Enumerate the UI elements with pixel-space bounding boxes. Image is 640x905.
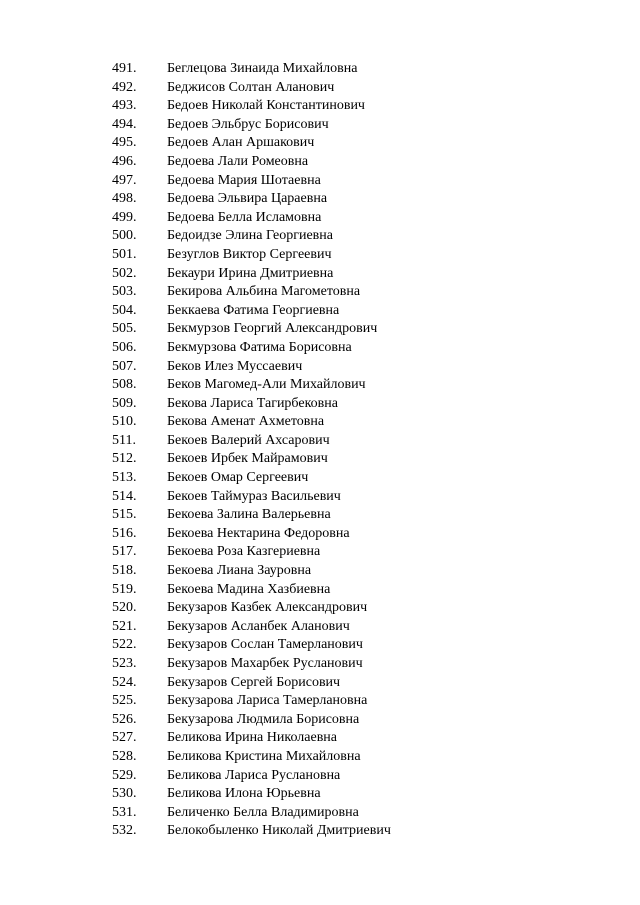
entry-number: 499. <box>112 209 137 225</box>
entry-full-name: Бекмурзова Фатима Борисовна <box>167 339 352 355</box>
list-item <box>0 469 640 488</box>
entry-number: 493. <box>112 98 137 114</box>
entry-full-name: Бекузарова Людмила Борисовна <box>167 711 360 727</box>
list-item <box>0 767 640 786</box>
list-item <box>0 525 640 544</box>
entry-full-name: Бекирова Альбина Магометовна <box>167 284 361 300</box>
entry-full-name: Бекузарова Лариса Тамерлановна <box>167 693 368 709</box>
list-item <box>0 134 640 153</box>
entry-number: 496. <box>112 153 137 169</box>
entry-full-name: Бекмурзов Георгий Александрович <box>167 321 378 337</box>
entry-full-name: Бекоева Роза Казгериевна <box>167 544 321 560</box>
list-item <box>0 209 640 228</box>
entry-full-name: Беличенко Белла Владимировна <box>167 804 359 820</box>
entry-number: 520. <box>112 600 137 616</box>
list-item <box>0 729 640 748</box>
entry-full-name: Бекова Лариса Тагирбековна <box>167 395 338 411</box>
entry-number: 516. <box>112 525 137 541</box>
entry-number: 522. <box>112 637 137 653</box>
entry-full-name: Беликова Ирина Николаевна <box>167 730 338 746</box>
entry-full-name: Беков Магомед-Али Михайлович <box>167 377 366 393</box>
entry-number: 510. <box>112 414 137 430</box>
name-list <box>0 60 640 841</box>
entry-number: 501. <box>112 246 137 262</box>
entry-number: 521. <box>112 618 137 634</box>
entry-full-name: Бекоева Нектарина Федоровна <box>167 525 350 541</box>
entry-full-name: Беккаева Фатима Георгиевна <box>167 302 340 318</box>
list-item <box>0 618 640 637</box>
entry-full-name: Безуглов Виктор Сергеевич <box>167 246 332 262</box>
entry-number: 531. <box>112 804 137 820</box>
entry-number: 517. <box>112 544 137 560</box>
entry-full-name: Беглецова Зинаида Михайловна <box>167 61 358 76</box>
entry-number: 505. <box>112 321 137 337</box>
entry-number: 500. <box>112 228 137 244</box>
list-item <box>0 711 640 730</box>
entry-number: 495. <box>112 135 137 151</box>
entry-full-name: Бекоев Таймураз Васильевич <box>167 488 341 504</box>
entry-full-name: Бекоев Ирбек Майрамович <box>167 451 328 467</box>
list-item <box>0 506 640 525</box>
entry-full-name: Бекаури Ирина Дмитриевна <box>167 265 334 281</box>
list-item <box>0 562 640 581</box>
entry-full-name: Бедоева Лали Ромеовна <box>167 153 309 169</box>
entry-full-name: Беликова Илона Юрьевна <box>167 786 321 802</box>
entry-number: 498. <box>112 191 137 207</box>
entry-number: 504. <box>112 302 137 318</box>
list-item <box>0 358 640 377</box>
list-item <box>0 543 640 562</box>
entry-full-name: Бедоева Белла Исламовна <box>167 209 322 225</box>
list-item <box>0 320 640 339</box>
list-item <box>0 97 640 116</box>
entry-full-name: Белокобыленко Николай Дмитриевич <box>167 823 391 839</box>
list-item <box>0 283 640 302</box>
entry-number: 508. <box>112 377 137 393</box>
entry-number: 527. <box>112 730 137 746</box>
entry-full-name: Бекоев Валерий Ахсарович <box>167 432 330 448</box>
entry-number: 530. <box>112 786 137 802</box>
entry-number: 523. <box>112 656 137 671</box>
list-item <box>0 376 640 395</box>
entry-full-name: Бекоева Мадина Хазбиевна <box>167 581 331 597</box>
entry-number: 518. <box>112 563 137 579</box>
entry-number: 503. <box>112 284 137 300</box>
list-item <box>0 432 640 451</box>
entry-full-name: Бедоидзе Элина Георгиевна <box>167 228 333 244</box>
entry-number: 526. <box>112 711 137 727</box>
entry-full-name: Бедоева Мария Шотаевна <box>167 172 321 188</box>
entry-number: 528. <box>112 748 137 764</box>
list-item <box>0 450 640 469</box>
entry-full-name: Бекузаров Казбек Александрович <box>167 600 368 616</box>
list-item <box>0 395 640 414</box>
entry-full-name: Беков Илез Муссаевич <box>167 358 303 374</box>
entry-number: 513. <box>112 470 137 486</box>
list-item <box>0 60 640 79</box>
entry-full-name: Бекузаров Сергей Борисович <box>167 674 341 690</box>
entry-full-name: Бекоева Залина Валерьевна <box>167 507 331 523</box>
entry-full-name: Беликова Кристина Михайловна <box>167 748 361 764</box>
entry-number: 492. <box>112 79 137 95</box>
list-item <box>0 413 640 432</box>
list-item <box>0 488 640 507</box>
entry-number: 497. <box>112 172 137 188</box>
entry-full-name: Бекузаров Асланбек Аланович <box>167 618 350 634</box>
list-item <box>0 748 640 767</box>
entry-number: 502. <box>112 265 137 281</box>
entry-number: 507. <box>112 358 137 374</box>
list-item <box>0 599 640 618</box>
entry-full-name: Бекова Аменат Ахметовна <box>167 414 325 430</box>
list-item <box>0 116 640 135</box>
list-item <box>0 302 640 321</box>
list-item <box>0 785 640 804</box>
list-item <box>0 804 640 823</box>
list-item <box>0 636 640 655</box>
entry-full-name: Бедоева Эльвира Цараевна <box>167 191 328 207</box>
entry-full-name: Бедоев Эльбрус Борисович <box>167 116 329 132</box>
list-item <box>0 265 640 284</box>
list-item <box>0 246 640 265</box>
list-item <box>0 339 640 358</box>
entry-number: 519. <box>112 581 137 597</box>
entry-full-name: Беджисов Солтан Аланович <box>167 79 335 95</box>
entry-full-name: Беликова Лариса Руслановна <box>167 767 341 783</box>
list-item <box>0 655 640 674</box>
entry-number: 525. <box>112 693 137 709</box>
list-item <box>0 674 640 693</box>
list-item <box>0 79 640 98</box>
entry-full-name: Бекузаров Махарбек Русланович <box>167 656 363 671</box>
entry-full-name: Бекоева Лиана Зауровна <box>167 563 312 579</box>
entry-number: 524. <box>112 674 137 690</box>
entry-number: 529. <box>112 767 137 783</box>
entry-number: 514. <box>112 488 137 504</box>
list-item <box>0 172 640 191</box>
entry-full-name: Бекоев Омар Сергеевич <box>167 470 309 486</box>
entry-full-name: Бедоев Николай Константинович <box>167 98 365 114</box>
entry-number: 515. <box>112 507 137 523</box>
entry-full-name: Бедоев Алан Аршакович <box>167 135 315 151</box>
list-item <box>0 190 640 209</box>
entry-full-name: Бекузаров Сослан Тамерланович <box>167 637 363 653</box>
entry-number: 509. <box>112 395 137 411</box>
entry-number: 494. <box>112 116 137 132</box>
entry-number: 511. <box>112 432 136 448</box>
list-item <box>0 581 640 600</box>
list-item <box>0 227 640 246</box>
entry-number: 506. <box>112 339 137 355</box>
entry-number: 491. <box>112 61 137 76</box>
entry-number: 512. <box>112 451 137 467</box>
list-item <box>0 692 640 711</box>
list-item <box>0 822 640 841</box>
entry-number: 532. <box>112 823 137 839</box>
list-item <box>0 153 640 172</box>
